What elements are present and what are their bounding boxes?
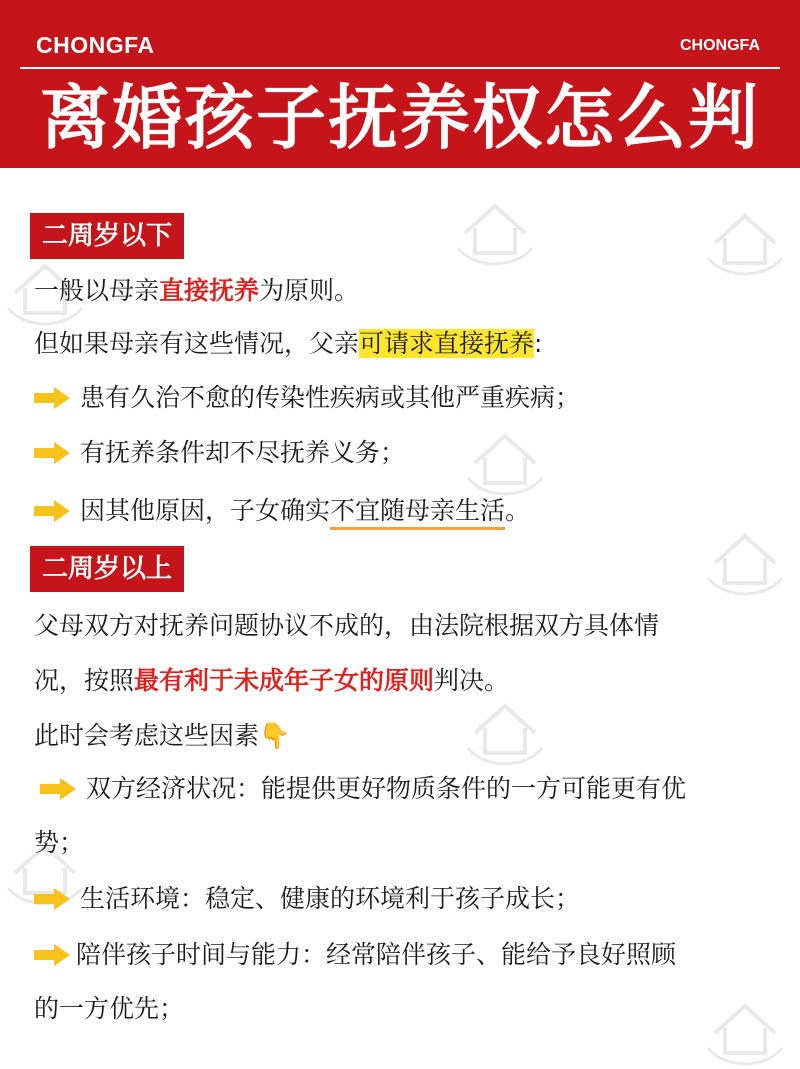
right-arrow-icon	[40, 778, 76, 800]
pointing-down-icon: 👇	[259, 721, 291, 750]
text-line	[34, 663, 509, 699]
house-watermark-icon	[450, 188, 540, 268]
section-tag-over-two: 二周岁以上	[30, 546, 184, 592]
text-line	[34, 326, 542, 362]
section-tag-under-two: 二周岁以下	[30, 213, 184, 259]
text-span: 况，按照	[34, 666, 135, 695]
house-watermark-icon	[700, 518, 790, 598]
text-span: 判决。	[434, 666, 510, 695]
right-arrow-icon	[34, 944, 70, 966]
factor-item: 陪伴孩子时间与能力：经常陪伴孩子、能给予良好照顾	[76, 940, 677, 969]
text-span: 此时会考虑这些因素	[34, 721, 260, 750]
emphasis-red: 直接抚养	[159, 276, 260, 305]
text-line	[34, 273, 359, 309]
page-title: 离婚孩子抚养权怎么判	[40, 77, 760, 159]
emphasis-underline: 不宜随母亲生活	[330, 496, 505, 530]
header-divider	[20, 67, 780, 69]
text-line	[34, 718, 290, 754]
brand-right: CHONGFA	[680, 37, 760, 54]
factor-item: 生活环境：稳定、健康的环境利于孩子成长；	[80, 884, 581, 913]
factor-item-continued: 的一方优先；	[34, 994, 185, 1023]
house-watermark-icon	[700, 988, 790, 1068]
content-area	[0, 168, 800, 1069]
text-span: 因其他原因，子女确实	[80, 496, 331, 525]
brand-left: CHONGFA	[36, 32, 155, 58]
highlight-yellow: 可请求直接抚养	[359, 329, 535, 358]
text-span: 一般以母亲	[34, 276, 160, 305]
right-arrow-icon	[34, 500, 70, 522]
text-span: 为原则。	[259, 276, 360, 305]
text-span: :	[534, 329, 543, 358]
right-arrow-icon	[34, 442, 70, 464]
right-arrow-icon	[34, 387, 70, 409]
emphasis-red: 最有利于未成年子女的原则	[134, 666, 435, 695]
house-watermark-icon	[460, 418, 550, 498]
bullet-item	[80, 493, 530, 529]
text-span: 但如果母亲有这些情况，父亲	[34, 329, 360, 358]
header-banner	[0, 0, 800, 168]
house-watermark-icon	[700, 198, 790, 278]
factor-item: 双方经济状况：能提供更好物质条件的一方可能更有优	[86, 774, 687, 803]
bullet-item: 有抚养条件却不尽抚养义务；	[80, 438, 406, 467]
text-span: 。	[505, 496, 531, 525]
text-line: 父母双方对抚养问题协议不成的，由法院根据双方具体情	[34, 611, 660, 640]
right-arrow-icon	[34, 888, 70, 910]
factor-item-continued: 势；	[34, 828, 85, 857]
bullet-item: 患有久治不愈的传染性疾病或其他严重疾病；	[80, 383, 581, 412]
house-watermark-icon	[460, 688, 550, 768]
